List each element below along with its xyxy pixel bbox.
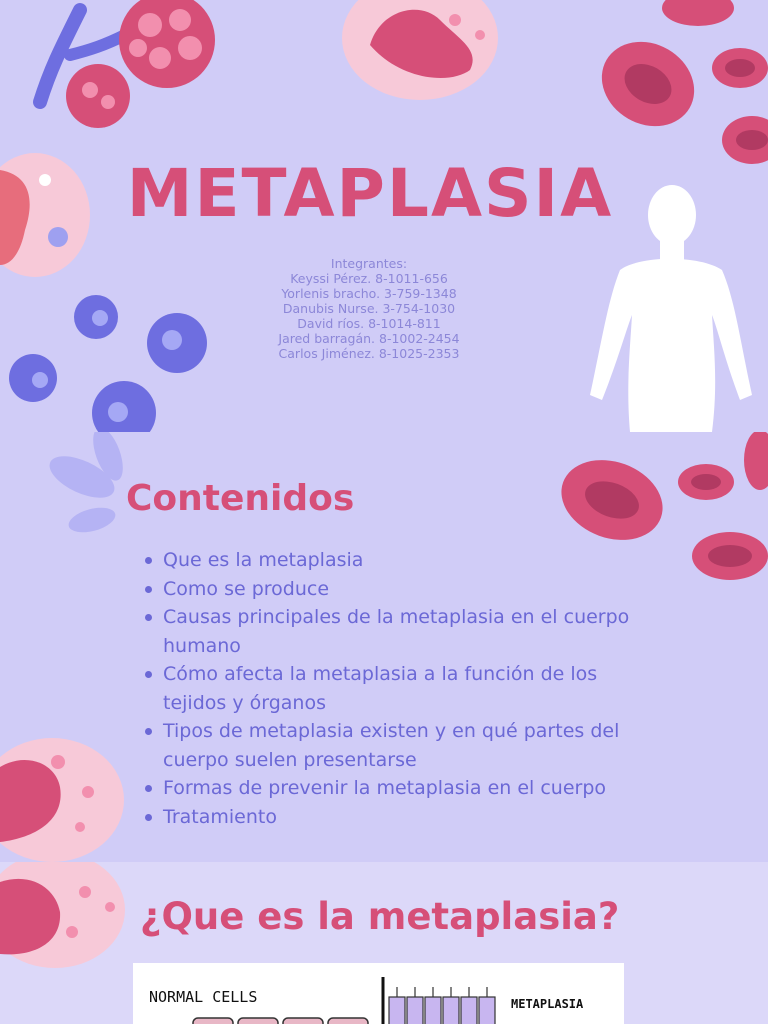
bacteria-icon bbox=[9, 295, 207, 432]
small-cell-icon bbox=[66, 64, 130, 128]
member-item: David ríos. 8-1014-811 bbox=[297, 316, 441, 331]
metaplasia-cells-icon bbox=[389, 987, 495, 1024]
member-item: Yorlenis bracho. 3-759-1348 bbox=[281, 286, 457, 301]
member-item: Danubis Nurse. 3-754-1030 bbox=[282, 301, 456, 316]
cover-title: METAPLASIA bbox=[126, 155, 614, 232]
list-item: Que es la metaplasia bbox=[140, 546, 660, 575]
list-item: Como se produce bbox=[140, 575, 660, 604]
definition-title: ¿Que es la metaplasia? bbox=[140, 895, 620, 938]
contents-list bbox=[140, 546, 660, 831]
white-blood-cell-icon bbox=[342, 0, 498, 100]
metaplasia-label: METAPLASIA bbox=[511, 997, 584, 1011]
cell-cluster-icon bbox=[119, 0, 215, 88]
list-item: Formas de prevenir la metaplasia en el cuerpo bbox=[140, 774, 660, 803]
normal-cells-icon bbox=[193, 1018, 368, 1024]
list-item: Tipos de metaplasia existen y en qué partes del cuerpo suelen presentarse bbox=[140, 717, 660, 774]
members-heading: Integrantes: bbox=[330, 256, 408, 271]
cover-slide bbox=[0, 0, 768, 432]
white-blood-cell-icon bbox=[0, 862, 125, 968]
member-item: Carlos Jiménez. 8-1025-2353 bbox=[278, 346, 460, 361]
list-item: Cómo afecta la metaplasia a la función de los tejidos y órganos bbox=[140, 660, 660, 717]
list-item: Causas principales de la metaplasia en el cuerpo humano bbox=[140, 603, 660, 660]
white-blood-cell-icon bbox=[0, 738, 124, 862]
leaf-accent-icon bbox=[44, 432, 129, 537]
contents-title: Contenidos bbox=[126, 478, 355, 519]
member-item: Keyssi Pérez. 8-1011-656 bbox=[290, 271, 448, 286]
normal-cells-label: NORMAL CELLS bbox=[149, 988, 258, 1006]
members-block bbox=[230, 256, 508, 361]
member-item: Jared barragán. 8-1002-2454 bbox=[278, 331, 460, 346]
red-blood-cell-icon bbox=[586, 0, 768, 164]
list-item: Tratamiento bbox=[140, 803, 660, 832]
cells-diagram bbox=[133, 963, 624, 1024]
